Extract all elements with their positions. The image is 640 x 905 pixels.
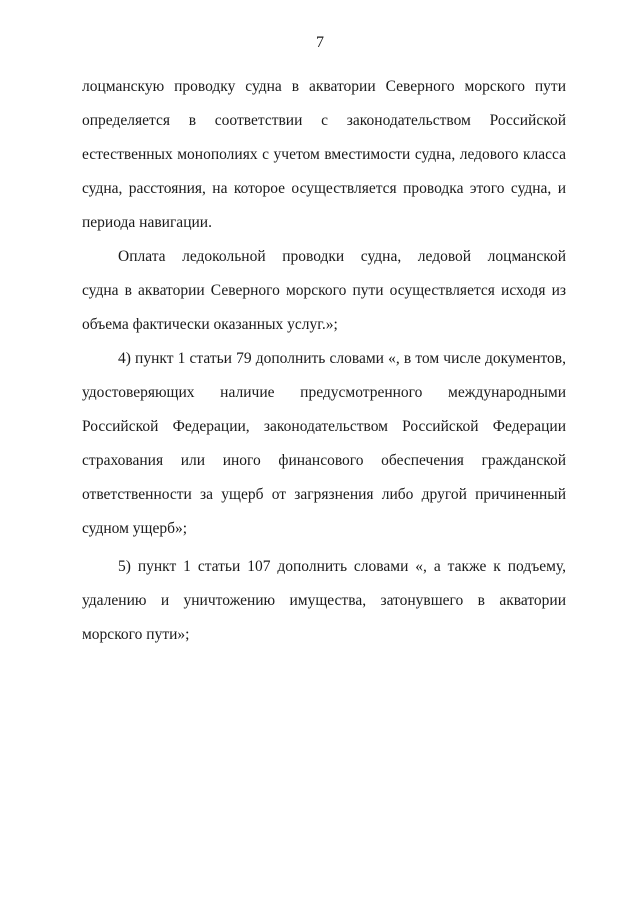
- paragraph-line: естественных монополиях с учетом вместимости судна, ледового класса: [82, 146, 566, 163]
- paragraph-line: периода навигации.: [82, 214, 212, 231]
- paragraph-line: 5) пункт 1 статьи 107 дополнить словами «, а также к подъему,: [118, 558, 566, 575]
- paragraph-line: удалению и уничтожению имущества, затонувшего в акватории: [82, 592, 566, 609]
- paragraph-line: объема фактически оказанных услуг.»;: [82, 316, 338, 333]
- paragraph-line: судном ущерб»;: [82, 520, 188, 537]
- paragraph-line: Российской Федерации, законодательством Российской Федерации: [82, 418, 566, 435]
- paragraph-line: морского пути»;: [82, 626, 190, 643]
- paragraph-line: Оплата ледокольной проводки судна, ледовой лоцманской: [118, 248, 566, 265]
- paragraph-line: страхования или иного финансового обеспечения гражданской: [82, 452, 566, 469]
- paragraph-line: 4) пункт 1 статьи 79 дополнить словами «, в том числе документов,: [118, 350, 566, 367]
- paragraph-line: ответственности за ущерб от загрязнения либо другой причиненный: [82, 486, 566, 503]
- paragraph-2: [82, 240, 566, 342]
- paragraph-line: лоцманскую проводку судна в акватории Северного морского пути: [82, 78, 566, 95]
- paragraph-3: [82, 342, 566, 546]
- page-number: 7: [316, 34, 324, 51]
- paragraph-1: [82, 70, 566, 240]
- paragraph-line: судна в акватории Северного морского пути осуществляется исходя из: [82, 282, 566, 299]
- paragraph-line: определяется в соответствии с законодательством Российской: [82, 112, 566, 129]
- paragraph-4: [82, 550, 566, 652]
- paragraph-line: судна, расстояния, на которое осуществляется проводка этого судна, и: [82, 180, 566, 197]
- paragraph-line: удостоверяющих наличие предусмотренного международными: [82, 384, 566, 401]
